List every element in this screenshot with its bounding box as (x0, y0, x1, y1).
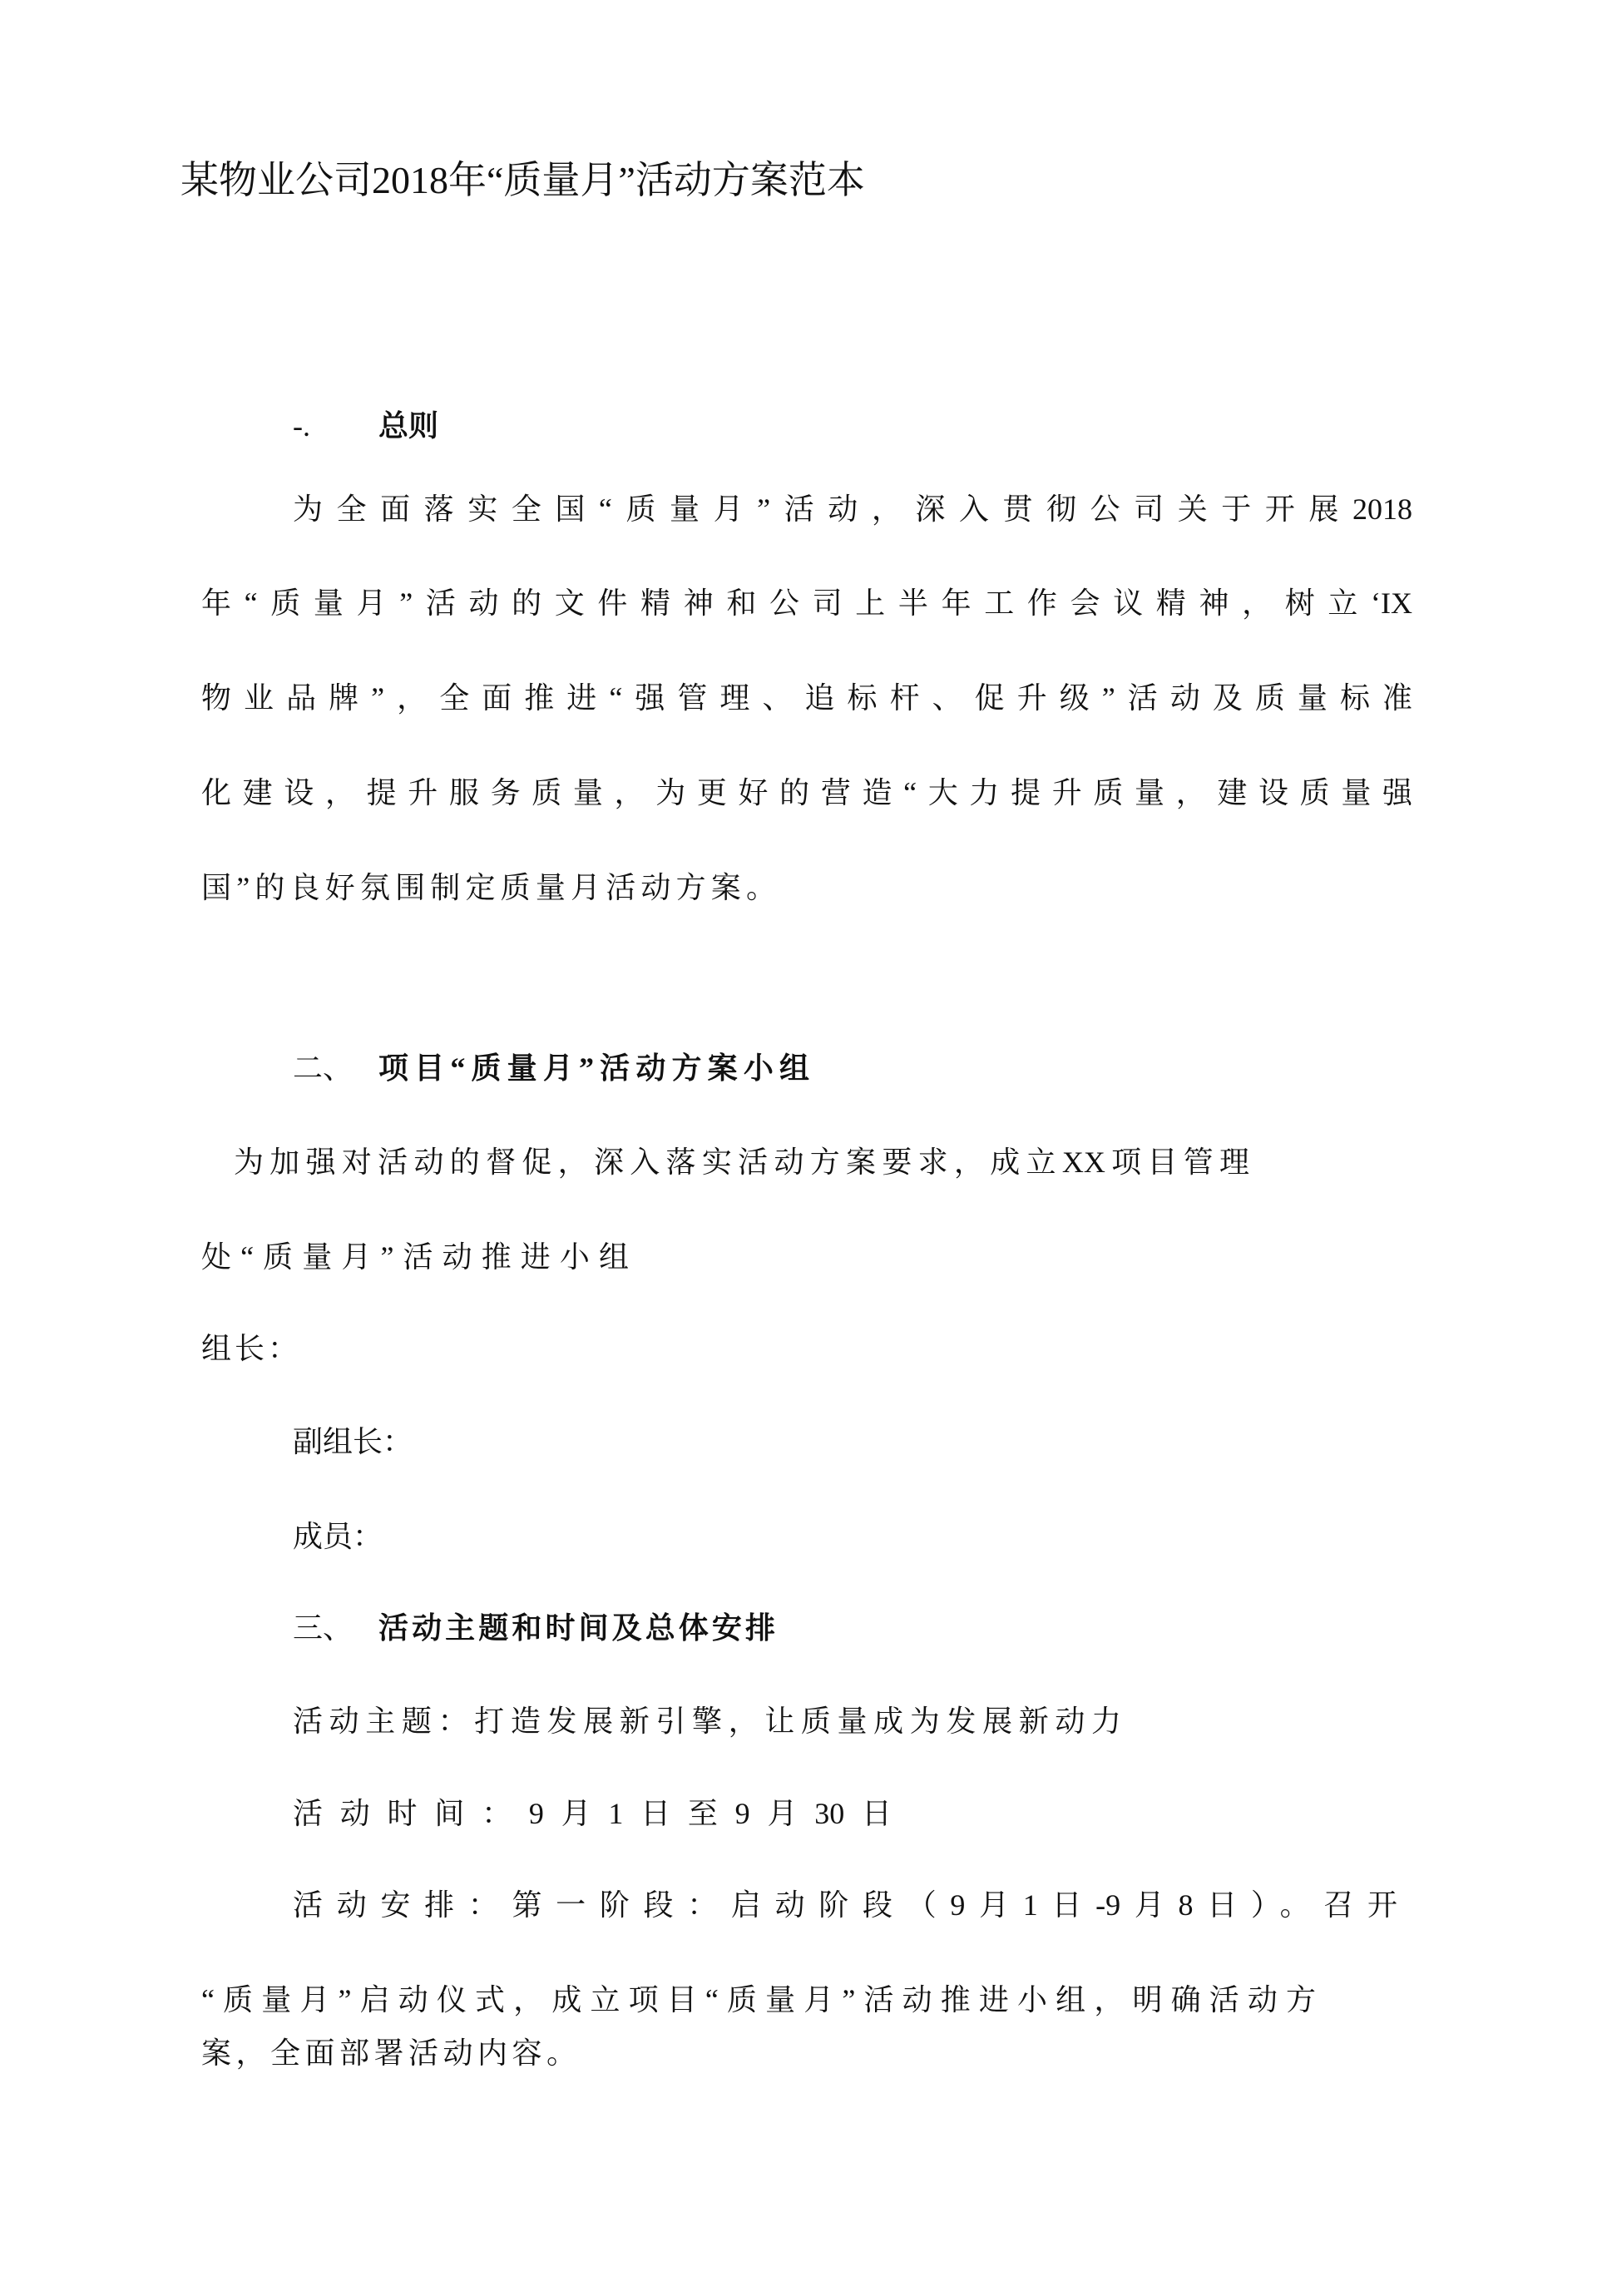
activity-arrangement-line: 活动安排：第一阶段：启动阶段（9月1日-9月8日）。召开 (293, 1888, 1397, 1922)
section-2-number: 二、 (293, 1052, 354, 1085)
section-1-paragraph-line: 物业品牌”，全面推进“强管理、追标杆、促升级”活动及质量标准 (201, 681, 1412, 715)
section-1-paragraph-line: 国”的良好氛围制定质量月活动方案。 (201, 871, 776, 904)
section-1-number: -. (293, 409, 310, 443)
activity-time: 活动时间：9月1日至9月30日 (293, 1797, 892, 1830)
activity-arrangement-line: 案，全面部署活动内容。 (201, 2036, 576, 2070)
section-2-heading: 项目“质量月”活动方案小组 (378, 1052, 809, 1085)
document-title: 某物业公司2018年“质量月”活动方案范本 (180, 159, 865, 201)
group-leader-label: 组长： (201, 1332, 302, 1365)
activity-arrangement-line: “质量月”启动仪式，成立项目“质量月”活动推进小组，明确活动方 (201, 1983, 1316, 2016)
section-2-paragraph-line: 为加强对活动的督促，深入落实活动方案要求，成立XX项目管理 (234, 1146, 1249, 1179)
members-label: 成员： (293, 1520, 383, 1553)
section-3-number: 三、 (293, 1611, 354, 1645)
section-1-heading: 总则 (378, 409, 439, 443)
activity-theme: 活动主题：打造发展新引擎，让质量成为发展新动力 (293, 1705, 1121, 1738)
section-1-paragraph-line: 为全面落实全国“质量月”活动，深入贯彻公司关于开展2018 (293, 492, 1412, 526)
section-1-paragraph-line: 化建设，提升服务质量，为更好的营造“大力提升质量，建设质量强 (201, 776, 1412, 809)
section-2-paragraph-line: 处“质量月”活动推进小组 (201, 1240, 629, 1274)
section-1-paragraph-line: 年“质量月”活动的文件精神和公司上半年工作会议精神，树立‘IX (201, 586, 1412, 620)
deputy-leader-label: 副组长： (293, 1425, 413, 1458)
section-3-heading: 活动主题和时间及总体安排 (378, 1611, 775, 1645)
